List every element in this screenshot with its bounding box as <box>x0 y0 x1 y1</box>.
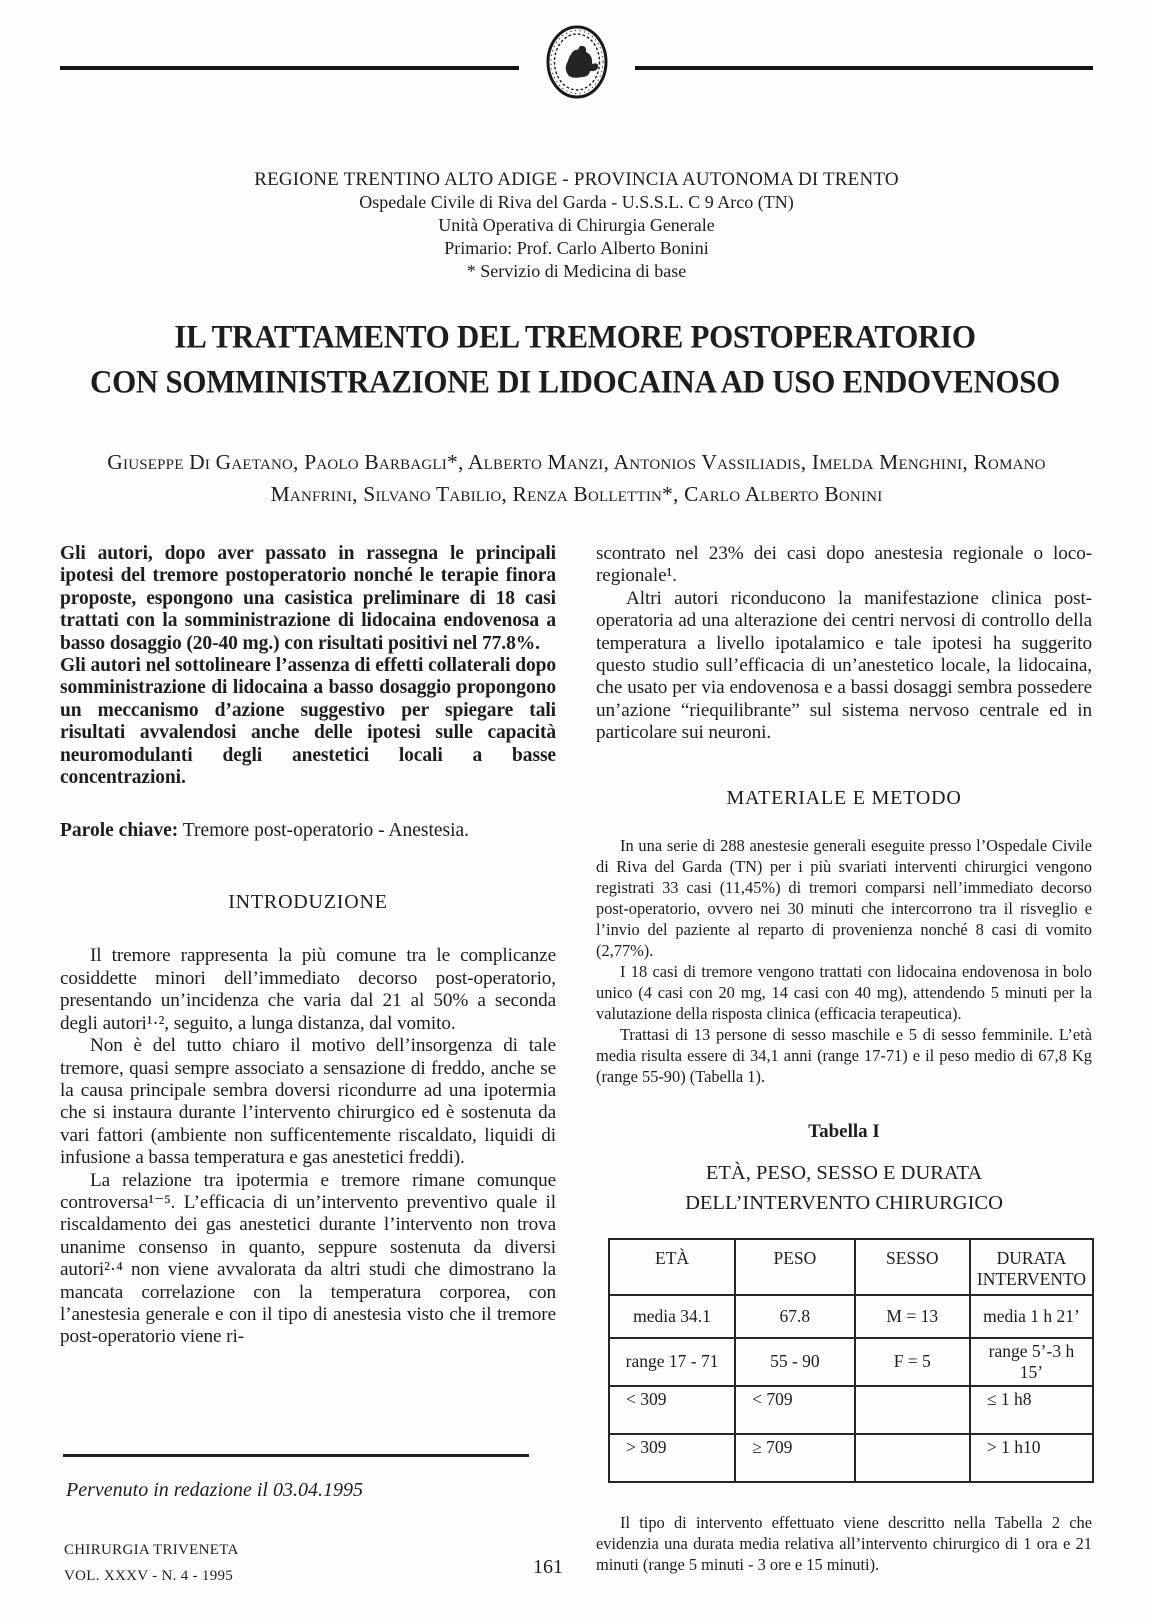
page-number: 161 <box>533 1556 563 1578</box>
table-cell: media 34.1 <box>609 1295 735 1338</box>
keywords-line <box>60 820 556 842</box>
received-date: Pervenuto in redazione il 03.04.1995 <box>66 1479 363 1501</box>
table-subcaption-line1: ETÀ, PESO, SESSO E DURATA <box>705 1161 983 1184</box>
table-cell: 55 - 90 <box>735 1338 854 1386</box>
table-header-cell: ETÀ <box>609 1239 735 1295</box>
column-left <box>60 543 556 1575</box>
institution-hospital: Ospedale Civile di Riva del Garda - U.S.S.L. C 9 Arco (TN) <box>359 192 794 212</box>
section-heading-introduzione: INTRODUZIONE <box>228 891 388 914</box>
table-caption: Tabella I <box>808 1120 880 1142</box>
table-cell: M = 13 <box>855 1295 970 1338</box>
table-cell: ≤ 1 h8 <box>970 1386 1093 1434</box>
table-row <box>609 1386 1093 1434</box>
abstract-paragraph-1: Gli autori, dopo aver passato in rassegna le principali ipotesi del tremore postoperatorio nonché le terapie finora proposte, espongono una casistica preliminare di 18 casi trattati con la somministrazione di lidocaina endovenosa a basso dosaggio (20-40 mg.) con risultati positivi nel 77.8%. <box>60 543 556 654</box>
materiale-body <box>596 835 1092 1087</box>
continuation-paragraph-1: scontrato nel 23% dei casi dopo anestesia regionale o loco-regionale¹. <box>596 543 1092 587</box>
header-rule-left <box>60 66 519 70</box>
institution-region: REGIONE TRENTINO ALTO ADIGE - PROVINCIA AUTONOMA DI TRENTO <box>254 169 899 190</box>
abstract-paragraph-2: Gli autori nel sottolineare l’assenza di effetti collaterali dopo somministrazione di lidocaina a basso dosaggio propongono un meccanismo d’azione suggestivo per spiegare tali risultati avvalendosi anche delle ipotesi sulle capacità neuromodulanti degli anestetici locali a basse concentrazioni. <box>60 655 556 789</box>
table-cell: media 1 h 21’ <box>970 1295 1093 1338</box>
table-cell: range 17 - 71 <box>609 1338 735 1386</box>
paper-title-line2: CON SOMMINISTRAZIONE DI LIDOCAINA AD USO ENDOVENOSO <box>90 363 1060 400</box>
materiale-paragraph-2: I 18 casi di tremore vengono trattati con lidocaina endovenosa in bolo unico (4 casi con 20 mg, 14 casi con 40 mg), attendendo 5 minuti per la valutazione della risposta clinica (efficacia terapeutica). <box>596 961 1092 1023</box>
section-heading-materiale: MATERIALE E METODO <box>726 786 962 809</box>
table-cell: < 309 <box>609 1386 735 1434</box>
table-header-row <box>609 1239 1093 1295</box>
continuation-block <box>596 543 1092 745</box>
table-header-cell: SESSO <box>855 1239 970 1295</box>
data-table <box>608 1238 1094 1483</box>
paper-title <box>40 314 1110 403</box>
intro-paragraph-2: Non è del tutto chiaro il motivo dell’insorgenza di tale tremore, quasi sempre associato a sensazione di freddo, anche se la causa principale sembra doversi ricondurre ad una ipotermia che si instaura durante l’intervento chirurgico ed è sostenuta da vari fattori (ambiente non sufficentemente riscaldato, liquidi di infusione a bassa temperatura e gas anestetici freddi). <box>60 1035 556 1169</box>
table-cell: F = 5 <box>855 1338 970 1386</box>
footnote-rule <box>63 1454 529 1457</box>
introduzione-body <box>60 945 556 1348</box>
materiale-paragraph-3: Trattasi di 13 persone di sesso maschile e 5 di sesso femminile. L’età media risulta essere di 34,1 anni (range 17-71) e il peso medio di 67,8 Kg (range 55-90) (Tabella 1). <box>596 1024 1092 1086</box>
table-subcaption-line2: DELL’INTERVENTO CHIRURGICO <box>685 1191 1003 1214</box>
header-rule-right <box>635 66 1094 70</box>
institution-chief: Primario: Prof. Carlo Alberto Bonini <box>444 238 709 258</box>
keywords-text: Tremore post-operatorio - Anestesia. <box>178 820 470 842</box>
two-column-body <box>60 543 1093 1575</box>
table-cell: > 309 <box>609 1434 735 1482</box>
column-right <box>596 543 1092 1575</box>
materiale-paragraph-1: In una serie di 288 anestesie generali eseguite presso l’Ospedale Civile di Riva del Garda (TN) per i più svariati interventi chirurgici vengono registrati 33 casi (11,45%) di tremori comparsi nell’immediato decorso post-operatorio, ovvero nei 30 minuti che intercorrono tra il risveglio e l’invio del paziente al reparto di provenienza nonché 8 casi di vomito (2,77%). <box>596 835 1092 960</box>
table-body <box>609 1295 1093 1482</box>
table-header-cell: DURATA INTERVENTO <box>970 1239 1093 1295</box>
intro-paragraph-3: La relazione tra ipotermia e tremore rimane comunque controversa¹⁻⁵. L’efficacia di un’intervento preventivo quale il riscaldamento dei gas anestetici durante l’intervento non trova unanime consenso in quanto, seppure sostenuta da diversi autori²·⁴ non viene avvalorata da altri studi che dimostrano la mancata correlazione con la temperatura corporea, con l’anestesia generale e con il tipo di anestesia visto che il tremore post-operatorio viene ri- <box>60 1169 556 1348</box>
institution-block <box>60 168 1093 283</box>
paper-title-line1: IL TRATTAMENTO DEL TREMORE POSTOPERATORIO <box>174 318 976 355</box>
institution-service: * Servizio di Medicina di base <box>466 261 687 281</box>
after-table-block <box>596 1512 1092 1575</box>
journal-seal-icon <box>545 24 609 100</box>
table-cell <box>855 1434 970 1482</box>
institution-unit: Unità Operativa di Chirurgia Generale <box>438 215 715 235</box>
table-cell: < 709 <box>735 1386 854 1434</box>
authors-line: Giuseppe Di Gaetano, Paolo Barbagli*, Alberto Manzi, Antonios Vassiliadis, Imelda Menghini, Romano Manfrini, Silvano Tabilio, Renza Bollettin*, Carlo Alberto Bonini <box>107 450 1046 506</box>
table-row <box>609 1434 1093 1482</box>
intro-paragraph-1: Il tremore rappresenta la più comune tra le complicanze cosiddette minori dell’immediato decorso post-operatorio, presentando un’incidenza che varia dal 21 al 50% a seconda degli autori¹·², seguito, a lunga distanza, dal vomito. <box>60 945 556 1034</box>
journal-name: CHIRURGIA TRIVENETA <box>64 1542 239 1558</box>
table-cell: > 1 h10 <box>970 1434 1093 1482</box>
journal-info <box>64 1537 239 1589</box>
table-cell: 67.8 <box>735 1295 854 1338</box>
table-row <box>609 1338 1093 1386</box>
table-cell: range 5’-3 h 15’ <box>970 1338 1093 1386</box>
header-rule <box>60 48 1093 88</box>
abstract-block <box>60 543 556 789</box>
table-row <box>609 1295 1093 1338</box>
table-subcaption <box>596 1158 1092 1218</box>
keywords-label: Parole chiave: <box>60 820 179 842</box>
table-header-cell: PESO <box>735 1239 854 1295</box>
after-table-paragraph: Il tipo di intervento effettuato viene descritto nella Tabella 2 che evidenzia una durata media relativa all’intervento chirurgico di 1 ora e 21 minuti (range 5 minuti - 3 ore e 15 minuti). <box>596 1512 1092 1574</box>
volume-info: VOL. XXXV - N. 4 - 1995 <box>64 1568 234 1584</box>
continuation-paragraph-2: Altri autori riconducono la manifestazione clinica post-operatoria ad una alterazione dei centri nervosi di controllo della temperatura a livello ipotalamico e tale ipotesi ha suggerito questo studio sull’efficacia di un’anestetico locale, la lidocaina, che usato per via endovenosa e a bassi dosaggi sembra possedere un’azione “riequilibrante” sul sistema nervoso centrale ed in particolare sui neuroni. <box>596 587 1092 744</box>
table-cell: ≥ 709 <box>735 1434 854 1482</box>
table-cell <box>855 1386 970 1434</box>
